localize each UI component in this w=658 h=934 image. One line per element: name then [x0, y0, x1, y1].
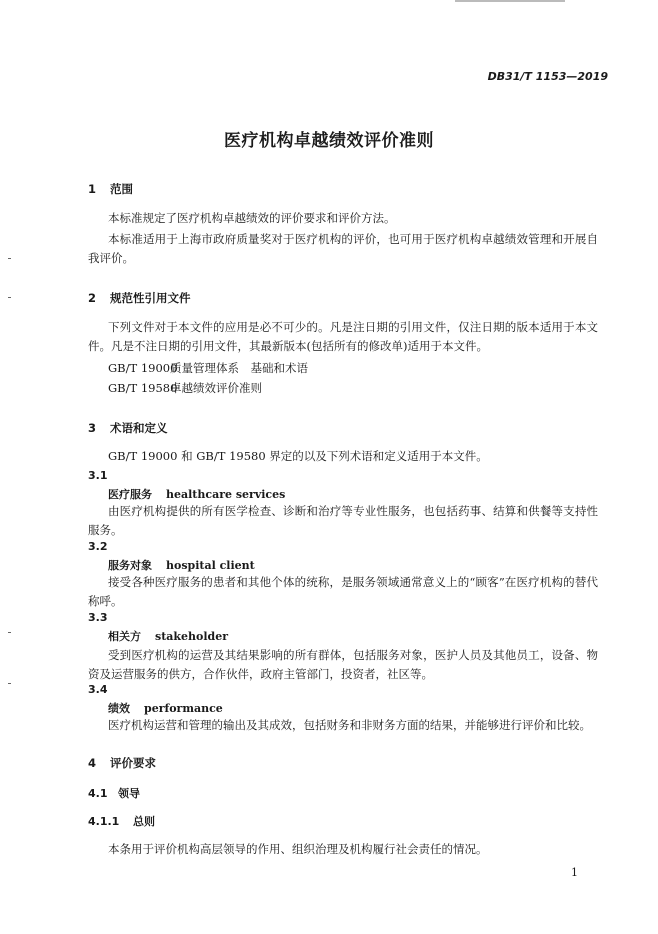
section-title: 范围	[110, 182, 133, 196]
term-heading	[108, 628, 228, 644]
document-title: 医疗机构卓越绩效评价准则	[224, 131, 434, 151]
term-zh: 医疗服务	[108, 488, 152, 501]
section-1-heading	[88, 181, 133, 197]
term-en: performance	[144, 702, 223, 715]
section-3-heading	[88, 420, 168, 436]
term-definition: 接受各种医疗服务的患者和其他个体的统称，是服务领域通常意义上的“顾客”在医疗机构的替代称呼。	[88, 575, 598, 608]
subsection-title: 领导	[118, 787, 140, 800]
term-definition: 受到医疗机构的运营及其结果影响的所有群体，包括服务对象，医护人员及其他员工，设备、物资及运营服务的供方，合作伙伴，政府主管部门，投资者，社区等。	[88, 648, 598, 681]
section-4-paragraph-1: 本条用于评价机构高层领导的作用、组织治理及机构履行社会责任的情况。	[108, 842, 488, 856]
section-2-heading	[88, 290, 191, 306]
scan-mark	[8, 683, 11, 684]
scan-mark	[8, 297, 11, 298]
subsection-number: 4.1	[88, 787, 108, 800]
subsection-title: 总则	[133, 815, 155, 828]
term-en: healthcare services	[166, 488, 286, 501]
term-heading	[108, 700, 223, 716]
term-number: 3.1	[88, 469, 108, 482]
reference-item	[108, 360, 308, 376]
term-definition: 由医疗机构提供的所有医学检查、诊断和治疗等专业性服务，也包括药事、结算和供餐等支持性服务。	[88, 504, 598, 537]
reference-code: GB/T 19580	[108, 381, 178, 395]
reference-name: 卓越绩效评价准则	[170, 381, 262, 395]
section-number: 4	[88, 756, 97, 770]
term-zh: 服务对象	[108, 559, 152, 572]
term-number: 3.2	[88, 540, 108, 553]
reference-name: 质量管理体系 基础和术语	[170, 361, 308, 375]
section-3-intro: GB/T 19000 和 GB/T 19580 界定的以及下列术语和定义适用于本文件。	[108, 449, 488, 463]
section-1-paragraph-1: 本标准规定了医疗机构卓越绩效的评价要求和评价方法。	[108, 211, 396, 225]
section-4-heading	[88, 755, 156, 771]
section-title: 评价要求	[110, 756, 156, 770]
section-1-paragraph-2: 本标准适用于上海市政府质量奖对于医疗机构的评价，也可用于医疗机构卓越绩效管理和开展自我评价。	[88, 232, 598, 265]
term-heading	[108, 557, 255, 573]
term-number: 3.3	[88, 611, 108, 624]
term-definition: 医疗机构运营和管理的输出及其成效，包括财务和非财务方面的结果，并能够进行评价和比较。	[108, 718, 591, 732]
section-title: 规范性引用文件	[110, 291, 191, 305]
section-2-paragraph-1: 下列文件对于本文件的应用是必不可少的。凡是注日期的引用文件，仅注日期的版本适用于本文件。凡是不注日期的引用文件，其最新版本(包括所有的修改单)适用于本文件。	[88, 320, 598, 353]
page-number: 1	[571, 866, 578, 879]
section-title: 术语和定义	[110, 421, 168, 435]
scan-edge-line	[455, 0, 565, 2]
subsection-4-1-heading	[88, 785, 140, 801]
term-zh: 相关方	[108, 630, 141, 643]
section-number: 3	[88, 421, 97, 435]
subsection-4-1-1-heading	[88, 813, 155, 829]
term-zh: 绩效	[108, 702, 130, 715]
section-number: 2	[88, 291, 97, 305]
reference-code: GB/T 19000	[108, 361, 178, 375]
term-heading	[108, 486, 285, 502]
reference-item	[108, 380, 262, 396]
term-number: 3.4	[88, 683, 108, 696]
section-number: 1	[88, 182, 97, 196]
term-en: hospital client	[166, 559, 255, 572]
subsection-number: 4.1.1	[88, 815, 120, 828]
scan-mark	[8, 258, 11, 259]
term-en: stakeholder	[155, 630, 229, 643]
standard-number: DB31/T 1153—2019	[487, 70, 608, 83]
scan-mark	[8, 632, 11, 633]
